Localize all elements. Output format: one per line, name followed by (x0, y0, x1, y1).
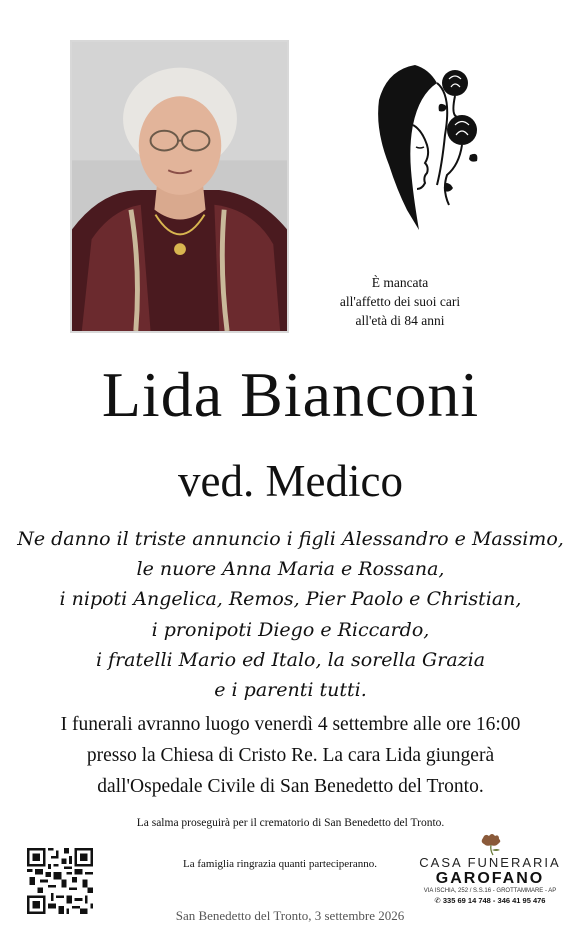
announcement-text (0, 524, 581, 705)
agency-address: VIA ISCHIA, 252 / S.S.16 - GROTTAMMARE - AP (423, 888, 557, 894)
agency-line1: CASA FUNERARIA (419, 855, 561, 870)
qr-code-icon[interactable] (27, 848, 93, 914)
whatsapp-phone-icon: ✆ (434, 896, 443, 905)
funeral-line: presso la Chiesa di Cristo Re. La cara Lida giungerà (86, 745, 495, 766)
deceased-name: Lida Bianconi (101, 359, 480, 430)
passed-away-notice (300, 273, 500, 330)
announcement-line: le nuore Anna Maria e Rossana, (136, 558, 445, 581)
family-thanks: La famiglia ringrazia quanti parteciperanno. (183, 858, 377, 870)
funeral-line: dall'Ospedale Civile di San Benedetto del Tronto. (97, 776, 484, 797)
mancata-line: all'età di 84 anni (355, 313, 445, 328)
funeral-details (0, 709, 581, 802)
funeral-line: I funerali avranno luogo venerdì 4 settembre alle ore 16:00 (60, 714, 521, 735)
mancata-line: È mancata (371, 275, 429, 290)
cremation-note: La salma proseguirà per il crematorio di San Benedetto del Tronto. (136, 817, 445, 829)
carnation-flower-icon (473, 832, 507, 856)
woman-profile-with-roses-icon (367, 55, 487, 235)
announcement-line: Ne danno il triste annuncio i figli Alessandro e Massimo, (17, 528, 564, 550)
deceased-portrait-photo (70, 40, 289, 333)
agency-phone-numbers: 335 69 14 748 - 346 41 95 476 (442, 896, 546, 905)
announcement-line: i nipoti Angelica, Remos, Pier Paolo e Christian, (59, 588, 522, 611)
announcement-line: i pronipoti Diego e Riccardo, (151, 618, 430, 641)
place-and-date: San Benedetto del Tronto, 3 settembre 2026 (175, 908, 405, 923)
widow-of: ved. Medico (178, 456, 403, 506)
announcement-line: i fratelli Mario ed Italo, la sorella Grazia (95, 648, 486, 671)
mancata-line: all'affetto dei suoi cari (339, 294, 461, 309)
agency-name: GAROFANO (435, 870, 545, 887)
funeral-agency-logo (414, 832, 566, 906)
agency-phones[interactable] (414, 896, 566, 906)
announcement-line: e i parenti tutti. (214, 679, 367, 702)
